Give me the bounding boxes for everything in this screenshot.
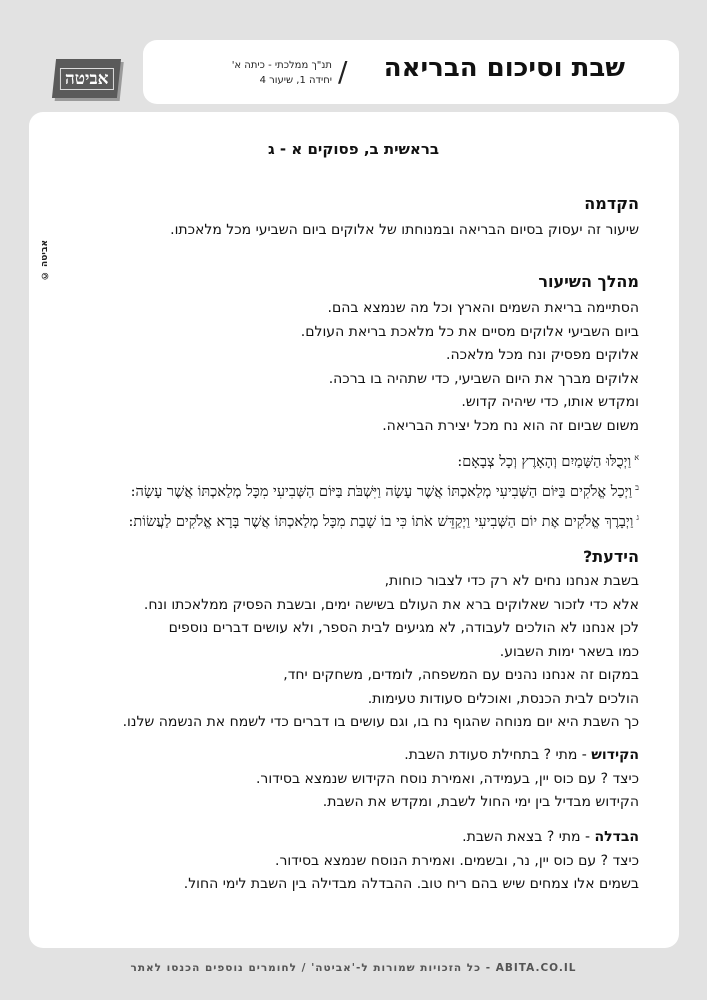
havdalah-section [79, 826, 639, 897]
footer-copyright: כל הזכויות שמורות ל-'אביטה' / לחומרים נוספים הכנסו לאתר - ABITA.CO.IL [130, 962, 577, 974]
abita-logo [52, 59, 121, 98]
havdalah-line: בשמים אלו צמחים שיש בהם ריח טוב. ההבדלה מבדילה בין השבת לימי החול. [183, 876, 639, 892]
verse [39, 445, 639, 475]
kiddush-when [79, 744, 639, 768]
title-separator: / [338, 55, 348, 88]
verses-block [39, 445, 639, 534]
lesson-info [226, 58, 332, 88]
didyouknow-line: לכן אנחנו לא הולכים לעבודה, לא מגיעים לבית הספר, ולא עושים דברים נוספים [168, 620, 639, 636]
kiddush-term: הקידוש [591, 747, 639, 763]
lesson-line: ביום השביעי אלוקים מסיים את כל מלאכת בריאת העולם. [300, 323, 639, 340]
lesson-line: ומקדש אותו, כדי שיהיה קדוש. [461, 394, 639, 410]
unit-lesson-label: יחידה 1, שיעור 4 [259, 75, 332, 86]
verse-number: ב [635, 482, 639, 492]
didyouknow-heading: הידעת? [583, 547, 639, 566]
kiddush-line: הקידוש מבדיל בין ימי החול לשבת, ומקדש את השבת. [322, 794, 639, 810]
lesson-line: משום שביום זה הוא נח מכל יצירת הבריאה. [382, 417, 639, 434]
verse [39, 475, 639, 505]
verse-number: ג [636, 512, 639, 522]
page-title: שבת וסיכום הבריאה [383, 53, 625, 83]
bible-reference: בראשית ב, פסוקים א - ג [267, 140, 440, 158]
lesson-line: הסתיימה בריאת השמים והארץ וכל מה שנמצא בהם. [327, 300, 639, 316]
verse-text: וַיְכֻלּוּ הַשָּׁמַיִם וְהָאָרֶץ וְכָל צְבָאָם: [457, 453, 632, 470]
logo-text: אביטה [60, 68, 114, 90]
kiddush-line: כיצד ? עם כוס יין, בעמידה, ואמירת נוסח הקידוש שנמצא בסידור. [255, 770, 639, 787]
havdalah-line: כיצד ? עם כוס יין, נר, ובשמים. ואמירת הנוסח שנמצא בסידור. [275, 852, 639, 869]
intro-heading: הקדמה [584, 194, 639, 213]
didyouknow-line: אלא כדי לזכור שאלוקים ברא את העולם בשישה ימים, ובשבת הפסיק ממלאכתו ונח. [143, 596, 639, 613]
intro-text [79, 219, 639, 243]
verse [39, 505, 639, 535]
didyouknow-line: במקום זה אנחנו נהנים עם המשפחה, לומדים, משחקים יחד, [283, 667, 639, 683]
verse-number: א [634, 453, 639, 462]
curriculum-label: תנ"ך ממלכתי - כיתה א' [231, 60, 332, 71]
lesson-line: אלוקים מברך את היום השביעי, כדי שתהיה בו ברכה. [328, 370, 639, 387]
lesson-line: אלוקים מפסיק ונח מכל מלאכה. [446, 347, 639, 363]
didyouknow-line: בשבת אנחנו נחים לא רק כדי לצבור כוחות, [384, 573, 639, 589]
verse-text: וַיְכַל אֱלֹקִים בַּיּוֹם הַשְּׁבִיעִי מְלַאכְתּוֹ אֲשֶׁר עָשָׂה וַיִּשְׁבֹּת בַּיּוֹם הַשְּׁבִיעִי מִכָּל מְלַאכְתּוֹ אֲשֶׁר עָשָׂה: [130, 483, 633, 500]
lesson-heading: מהלך השיעור [538, 272, 639, 291]
verse-text: וַיְבָרֶךְ אֱלֹקִים אֶת יוֹם הַשְּׁבִיעִי וַיְקַדֵּשׁ אֹתוֹ כִּי בוֹ שָׁבַת מִכָּל מְלַאכְתּוֹ אֲשֶׁר בָּרָא אֱלֹקִים לַעֲשׂוֹת: [128, 513, 634, 530]
havdalah-when [79, 826, 639, 850]
didyouknow-line: כמו בשאר ימות השבוע. [499, 643, 639, 660]
havdalah-when-text: - מתי ? בצאת השבת. [462, 829, 595, 845]
intro-line: שיעור זה יעסוק בסיום הבריאה ובמנוחתו של אלוקים ביום השביעי מכל מלאכתו. [170, 222, 639, 238]
didyouknow-lines [79, 570, 639, 735]
havdalah-term: הבדלה [594, 829, 639, 845]
lesson-lines [79, 297, 639, 438]
kiddush-when-text: - מתי ? בתחילת סעודת השבת. [404, 747, 592, 763]
side-logo: אביטה © [40, 240, 50, 281]
kiddush-section [79, 744, 639, 815]
didyouknow-line: כך השבת היא יום מנוחה שהגוף נח בו, וגם עושים בו דברים כדי לשמח את הנשמה שלנו. [122, 714, 639, 730]
didyouknow-line: הולכים לבית הכנסת, ואוכלים סעודות טעימות. [367, 690, 639, 707]
